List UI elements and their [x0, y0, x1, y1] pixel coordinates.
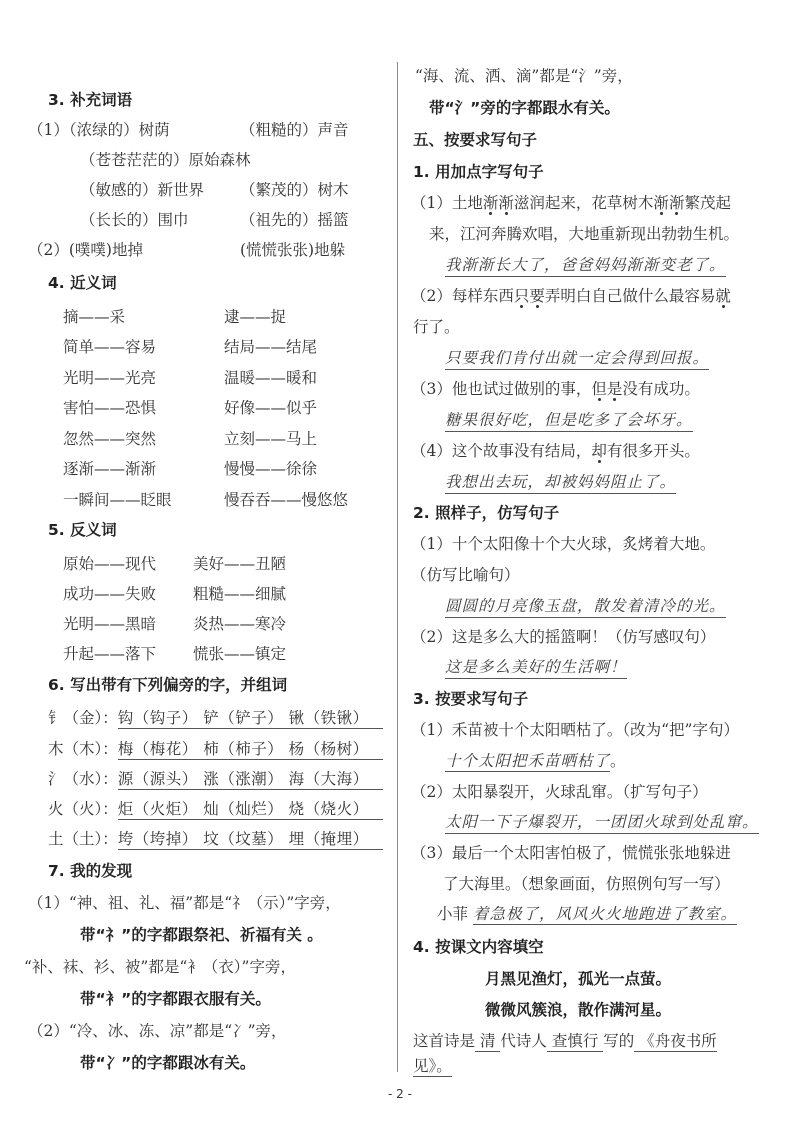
synonym-pair: 温暖——暖和	[224, 369, 318, 387]
radical-answer: 钩（钩子） 铲（铲子） 锹（铁锹）	[118, 706, 383, 729]
q3-title: 3. 按要求写句子	[413, 690, 529, 708]
q4-fill-line	[413, 1031, 717, 1051]
fill-title: 《舟夜书所	[634, 1032, 717, 1050]
discovery-conclusion-1: 带“礻”的字都跟祭祀、祈福有关 。	[80, 926, 323, 944]
column-divider	[397, 62, 398, 1072]
s3-line-5a: （2）(噗噗)地掉	[28, 241, 143, 259]
q3-answer-3-prefix: 小菲	[437, 905, 469, 923]
radical-answer: 源（源头） 涨（涨潮） 海（大海）	[118, 767, 383, 790]
section-title-6: 6. 写出带有下列偏旁的字，并组词	[48, 676, 288, 694]
radical-row	[48, 737, 383, 760]
antonym-pair: 炎热——寒冷	[193, 615, 287, 633]
q1-answer-1: 我渐渐长大了，爸爸妈妈渐渐变老了。	[445, 255, 726, 277]
antonym-pair: 成功——失败	[63, 585, 157, 603]
q3-answer-2: 太阳一下子爆裂开，一团团火球到处乱窜。	[445, 812, 759, 834]
discovery-conclusion-4: 带“氵”旁的字都跟水有关。	[429, 99, 620, 117]
s3-line-5b: (慌慌张张)地躲	[240, 241, 346, 259]
text: 代诗人	[500, 1032, 547, 1050]
synonym-pair: 光明——光亮	[63, 369, 157, 387]
synonym-pair: 简单——容易	[63, 338, 157, 356]
emphasis-char: 要	[529, 287, 545, 305]
synonym-pair: 立刻——马上	[224, 430, 318, 448]
antonym-pair: 粗糙——细腻	[193, 585, 287, 603]
radical-row	[48, 706, 383, 729]
emphasis-char: 只	[513, 287, 530, 305]
synonym-pair: 一瞬间——眨眼	[63, 491, 172, 509]
synonym-pair: 忽然——突然	[63, 430, 157, 448]
discovery-conclusion-2: 带“衤”的字都跟衣服有关。	[80, 990, 271, 1008]
text: 弄明白自己做什么最容易	[544, 287, 716, 305]
text: 滋润起来，花草树木	[513, 194, 654, 212]
synonym-pair: 摘——采	[63, 308, 126, 326]
fill-poet: 查慎行	[546, 1032, 604, 1050]
q2-answer-2: 这是多么美好的生活啊！	[445, 657, 627, 679]
text: （3）他也试过做别的事，	[411, 380, 592, 398]
radical-answer: 垮（垮掉） 坟（坟墓） 埋（掩埋）	[118, 827, 383, 850]
synonym-pair: 好像——似乎	[224, 399, 318, 417]
discovery-line-4: “海、流、洒、滴”都是“氵”旁，	[415, 67, 633, 85]
s3-line-3a: （敏感的）新世界	[80, 181, 205, 199]
synonym-pair: 逮——捉	[224, 308, 287, 326]
q2-item1: （1）十个太阳像十个大火球，炙烤着大地。	[411, 535, 716, 553]
poem-line-2: 微微风簇浪，散作满河星。	[485, 1001, 672, 1019]
emphasis-char: 是	[606, 380, 623, 398]
discovery-line-1: （1）“神、祖、礼、福”都是“礻（示）”字旁，	[28, 894, 341, 912]
radical-label: 火（火）：	[48, 800, 118, 818]
emphasis-char: 就	[715, 287, 731, 305]
text: 繁茂起	[684, 194, 731, 212]
q1-answer-3: 糖果很好吃，但是吃多了会坏牙。	[445, 410, 693, 432]
antonym-pair: 慌张——镇定	[193, 645, 287, 663]
q1-answer-2: 只要我们肯付出就一定会得到回报。	[445, 348, 709, 370]
emphasis-char: 渐	[498, 194, 514, 212]
radical-label: 土（土）：	[48, 830, 118, 848]
s3-line-3b: （繁茂的）树木	[240, 181, 349, 199]
discovery-line-2: “补、袜、衫、被”都是“衤（衣）”字旁，	[24, 958, 296, 976]
antonym-pair: 光明——黑暗	[63, 615, 157, 633]
text: 写的	[603, 1032, 635, 1050]
antonym-pair: 原始——现代	[63, 555, 157, 573]
text: 有很多开头。	[606, 442, 700, 460]
q2-item2: （2）这是多么大的摇篮啊！（仿写感叹句）	[411, 628, 716, 646]
radical-row	[48, 797, 383, 820]
discovery-conclusion-3: 带“冫”的字都跟冰有关。	[80, 1054, 256, 1072]
radical-label: 钅（金）：	[48, 709, 118, 727]
emphasis-char: 渐	[482, 194, 499, 212]
s3-line-2a: （苍苍茫茫的）原始森林	[80, 151, 251, 169]
radical-answer: 梅（梅花） 柿（柿子） 杨（杨树）	[118, 737, 383, 760]
radical-row	[48, 767, 383, 790]
page-number: - 2 -	[388, 1087, 412, 1101]
s3-line-1a: （1）（浓绿的）树荫	[28, 121, 170, 139]
text: 没有成功。	[622, 380, 700, 398]
q3-item2: （2）太阳暴裂开，火球乱窜。（扩写句子）	[411, 783, 708, 801]
part-five-title: 五、按要求写句子	[413, 131, 538, 149]
synonym-pair: 结局——结尾	[224, 338, 318, 356]
emphasis-char: 却	[591, 442, 607, 460]
q1-item3	[411, 379, 700, 399]
q3-answer-3-wrap	[437, 904, 737, 924]
synonym-pair: 慢慢——徐徐	[224, 460, 318, 478]
q1-item1-line1	[411, 193, 731, 213]
section-title-4: 4. 近义词	[48, 274, 117, 292]
q3-answer-1: 十个太阳把禾苗晒枯了	[445, 752, 611, 770]
q2-item1-note: （仿写比喻句）	[411, 566, 520, 584]
s3-line-1b: （粗糙的）声音	[240, 121, 349, 139]
q1-title: 1. 用加点字写句子	[413, 163, 544, 181]
discovery-line-3: （2）“冷、冰、冻、凉”都是“冫”旁，	[28, 1022, 287, 1040]
q1-item4	[411, 441, 700, 461]
emphasis-char: 但	[591, 380, 607, 398]
s3-line-4a: （长长的）围巾	[80, 211, 189, 229]
q3-item1: （1）禾苗被十个太阳晒枯了。（改为“把”字句）	[411, 721, 739, 739]
q2-title: 2. 照样子，仿写句子	[413, 504, 560, 522]
q3-item3-line1: （3）最后一个太阳害怕极了，慌慌张张地躲进	[411, 844, 731, 862]
q3-answer-1-end: 。	[610, 752, 626, 770]
q2-answer-1: 圆圆的月亮像玉盘，散发着清冷的光。	[445, 596, 726, 618]
q4-fill-line-2	[413, 1056, 452, 1076]
fill-title-cont: 见》。	[413, 1057, 452, 1075]
radical-label: 木（木）：	[48, 740, 118, 758]
radical-row	[48, 827, 383, 850]
antonym-pair: 美好——丑陋	[193, 555, 287, 573]
q1-item1-line2: 来，江河奔腾欢唱，大地重新现出勃勃生机。	[429, 225, 740, 243]
radical-label: 氵（水）：	[48, 770, 118, 788]
text: 这首诗是	[413, 1032, 476, 1050]
synonym-pair: 慢吞吞——慢悠悠	[224, 491, 349, 509]
emphasis-char: 渐	[668, 194, 685, 212]
s3-line-4b: （祖先的）摇篮	[240, 211, 349, 229]
q1-item2-line1	[411, 286, 731, 306]
radical-answer: 炬（火炬） 灿（灿烂） 烧（烧火）	[118, 797, 383, 820]
q1-item2-line2: 行了。	[413, 318, 460, 336]
q3-answer-3: 着急极了，风风火火地跑进了教室。	[472, 905, 737, 923]
synonym-pair: 逐渐——渐渐	[63, 460, 157, 478]
q3-item3-line2: 了大海里。（想象画面，仿照例句写一写）	[443, 875, 730, 893]
poem-line-1: 月黑见渔灯，孤光一点萤。	[485, 970, 672, 988]
section-title-7: 7. 我的发现	[48, 862, 133, 880]
synonym-pair: 害怕——恐惧	[63, 399, 157, 417]
antonym-pair: 升起——落下	[63, 645, 157, 663]
text: （2）每样东西	[411, 287, 514, 305]
section-title-3: 3. 补充词语	[48, 91, 133, 109]
text: （4）这个故事没有结局，	[411, 442, 592, 460]
section-title-5: 5. 反义词	[48, 521, 117, 539]
q3-answer-1-wrap	[445, 751, 626, 771]
q1-answer-4: 我想出去玩，却被妈妈阻止了。	[445, 472, 676, 494]
fill-dynasty: 清	[475, 1032, 501, 1050]
text: （1）土地	[411, 194, 483, 212]
q4-title: 4. 按课文内容填空	[413, 938, 544, 956]
emphasis-char: 渐	[653, 194, 669, 212]
